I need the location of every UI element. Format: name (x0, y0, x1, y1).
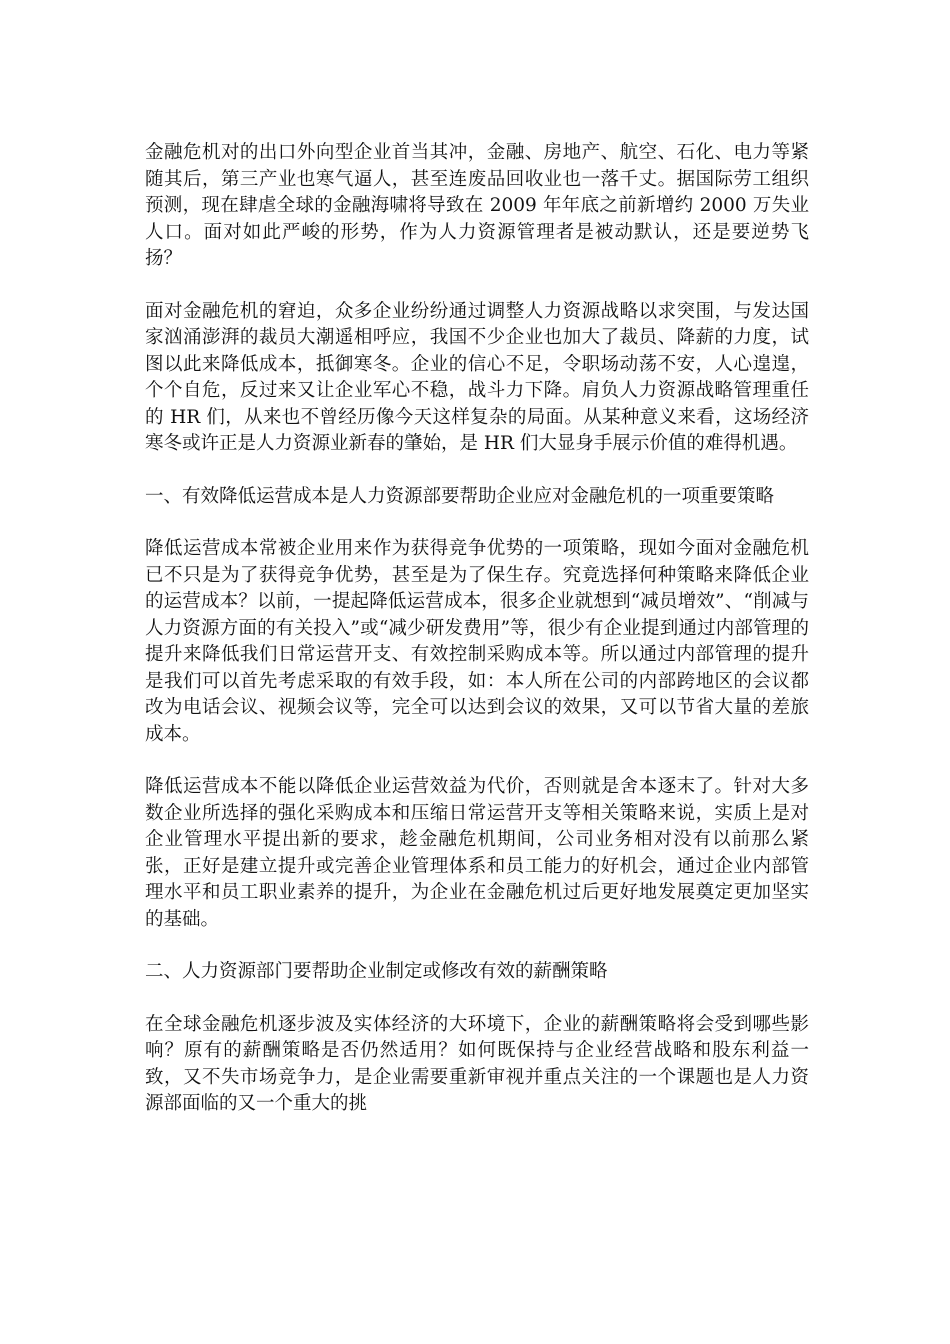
paragraph-compensation: 在全球金融危机逐步波及实体经济的大环境下，企业的薪酬策略将会受到哪些影响？原有的薪酬策略是否仍然适用？如何既保持与企业经营战略和股东利益一致，又不失市场竞争力，是企业需要重新审视并重点关注的一个课题也是人力资源部面临的又一个重大的挑 (145, 1013, 809, 1114)
paragraph-intro: 金融危机对的出口外向型企业首当其冲，金融、房地产、航空、石化、电力等紧随其后，第三产业也寒气逼人，甚至连废品回收业也一落千丈。据国际劳工组织预测，现在肆虐全球的金融海啸将导致在 2009 年年底之前新增约 2000 万失业人口。面对如此严峻的形势，作为人力资源管理者是被动默认，还是要逆势飞扬？ (145, 142, 809, 269)
section-heading-1: 一、有效降低运营成本是人力资源部要帮助企业应对金融危机的一项重要策略 (145, 485, 775, 507)
section-heading-2: 二、人力资源部门要帮助企业制定或修改有效的薪酬策略 (145, 961, 608, 982)
paragraph-cost-efficiency: 降低运营成本不能以降低企业运营效益为代价，否则就是舍本逐末了。针对大多数企业所选择的强化采购成本和压缩日常运营开支等相关策略来说，实质上是对企业管理水平提出新的要求，趁金融危机期间，公司业务相对没有以前那么紧张，正好是建立提升或完善企业管理体系和员工能力的好机会，通过企业内部管理水平和员工职业素养的提升，为企业在金融危机过后更好地发展奠定更加坚实的基础。 (145, 776, 809, 930)
paragraph-hr-strategy: 面对金融危机的窘迫，众多企业纷纷通过调整人力资源战略以求突围，与发达国家汹涌澎湃的裁员大潮遥相呼应，我国不少企业也加大了裁员、降薪的力度，试图以此来降低成本，抵御寒冬。企业的信心不足，令职场动荡不安，人心遑遑，个个自危，反过来又让企业军心不稳，战斗力下降。肩负人力资源战略管理重任的 HR 们，从来也不曾经历像今天这样复杂的局面。从某种意义来看，这场经济寒冬或许正是人力资源业新春的肇始，是 HR 们大显身手展示价值的难得机遇。 (145, 300, 809, 454)
paragraph-cost-reduction: 降低运营成本常被企业用来作为获得竞争优势的一项策略，现如今面对金融危机已不只是为了获得竞争优势，甚至是为了保生存。究竟选择何种策略来降低企业的运营成本？以前，一提起降低运营成本，很多企业就想到“减员增效”、“削减与人力资源方面的有关投入”或“减少研发费用”等，很少有企业提到通过内部管理的提升来降低我们日常运营开支、有效控制采购成本等。所以通过内部管理的提升是我们可以首先考虑采取的有效手段，如：本人所在公司的内部跨地区的会议都改为电话会议、视频会议等，完全可以达到会议的效果，又可以节省大量的差旅成本。 (145, 538, 809, 745)
document-page (145, 140, 809, 1144)
